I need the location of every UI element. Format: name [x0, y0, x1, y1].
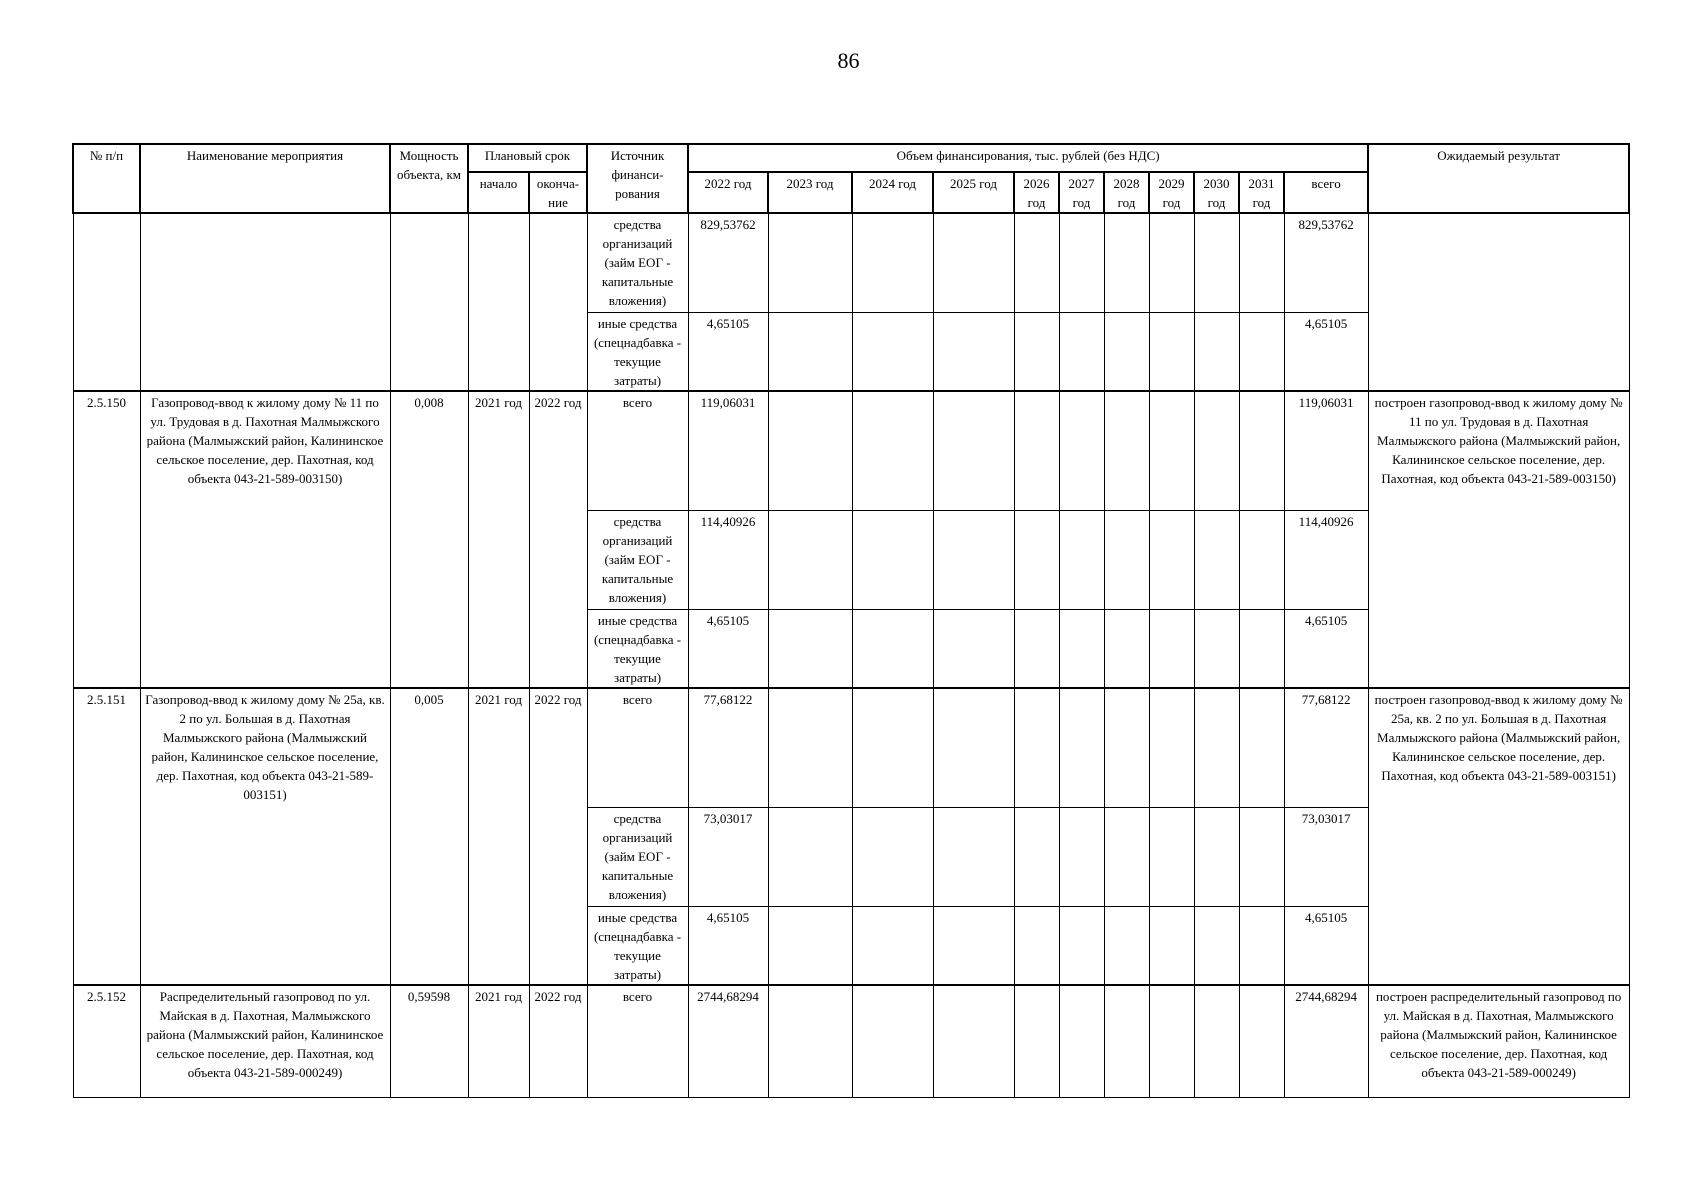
header-year: 2022 год — [688, 172, 768, 213]
header-year: 2027 год — [1059, 172, 1104, 213]
header-result: Ожидаемый результат — [1368, 144, 1629, 213]
cell-name: Газопровод-ввод к жилому дому № 25а, кв. 2 по ул. Большая в д. Пахотная Малмыжского района (Малмыжский район, Калининское сельское поселение, дер. Пахотная, код объекта 043-21-589-003151) — [140, 688, 390, 985]
header-planned-term: Плановый срок — [468, 144, 587, 172]
cell-2022: 114,40926 — [688, 510, 768, 609]
cell-2022: 119,06031 — [688, 391, 768, 510]
header-year: 2026 год — [1014, 172, 1059, 213]
cell-2022: 2744,68294 — [688, 985, 768, 1097]
cell-source: всего — [587, 688, 688, 807]
cell-result: построен газопровод-ввод к жилому дому № 11 по ул. Трудовая в д. Пахотная Малмыжского района (Малмыжский район, Калининское сельское поселение, дер. Пахотная, код объекта 043-21-589-003150) — [1368, 391, 1629, 688]
header-year: 2030 год — [1194, 172, 1239, 213]
cell-source: средства организаций (займ ЕОГ - капитальные вложения) — [587, 807, 688, 906]
table-row — [73, 688, 1629, 807]
cell-name: Газопровод-ввод к жилому дому № 11 по ул. Трудовая в д. Пахотная Малмыжского района (Малмыжский район, Калининское сельское поселение, дер. Пахотная, код объекта 043-21-589-003150) — [140, 391, 390, 688]
header-year: 2023 год — [768, 172, 852, 213]
cell-total: 77,68122 — [1284, 688, 1368, 807]
cell-num: 2.5.150 — [73, 391, 140, 688]
header-financing: Объем финансирования, тыс. рублей (без НДС) — [688, 144, 1368, 172]
cell-total: 829,53762 — [1284, 213, 1368, 312]
cell-capacity: 0,59598 — [390, 985, 468, 1097]
financing-table — [72, 143, 1630, 1098]
header-year: 2029 год — [1149, 172, 1194, 213]
cell-total: 4,65105 — [1284, 906, 1368, 985]
cell-source: всего — [587, 985, 688, 1097]
cell-start: 2021 год — [468, 985, 529, 1097]
cell-source: средства организаций (займ ЕОГ - капитальные вложения) — [587, 213, 688, 312]
table-row — [73, 213, 1629, 312]
header-start: начало — [468, 172, 529, 213]
cell-start: 2021 год — [468, 391, 529, 688]
header-total: всего — [1284, 172, 1368, 213]
cell-result — [1368, 213, 1629, 391]
cell-capacity: 0,005 — [390, 688, 468, 985]
cell-start — [468, 213, 529, 391]
cell-2022: 4,65105 — [688, 906, 768, 985]
cell-end: 2022 год — [529, 688, 587, 985]
cell-total: 2744,68294 — [1284, 985, 1368, 1097]
table-row — [73, 985, 1629, 1097]
cell-result: построен распределительный газопровод по ул. Майская в д. Пахотная, Малмыжского района (Малмыжский район, Калининское сельское поселение, дер. Пахотная, код объекта 043-21-589-000249) — [1368, 985, 1629, 1097]
cell-2022: 829,53762 — [688, 213, 768, 312]
header-year: 2025 год — [933, 172, 1014, 213]
cell-2022: 73,03017 — [688, 807, 768, 906]
header-year: 2024 год — [852, 172, 933, 213]
header-num: № п/п — [73, 144, 140, 213]
cell-name: Распределительный газопровод по ул. Майская в д. Пахотная, Малмыжского района (Малмыжский район, Калининское сельское поселение, дер. Пахотная, код объекта 043-21-589-000249) — [140, 985, 390, 1097]
cell-result: построен газопровод-ввод к жилому дому № 25а, кв. 2 по ул. Большая в д. Пахотная Малмыжского района (Малмыжский район, Калининское сельское поселение, дер. Пахотная, код объекта 043-21-589-003151) — [1368, 688, 1629, 985]
header-source: Источник финанси-рования — [587, 144, 688, 213]
cell-total: 73,03017 — [1284, 807, 1368, 906]
cell-source: средства организаций (займ ЕОГ - капитальные вложения) — [587, 510, 688, 609]
cell-source: иные средства (спецнадбавка - текущие затраты) — [587, 609, 688, 688]
cell-capacity: 0,008 — [390, 391, 468, 688]
header-year: 2028 год — [1104, 172, 1149, 213]
header-name: Наименование мероприятия — [140, 144, 390, 213]
page-number: 86 — [837, 48, 860, 73]
cell-total: 4,65105 — [1284, 312, 1368, 391]
header-capacity: Мощность объекта, км — [390, 144, 468, 213]
cell-num: 2.5.151 — [73, 688, 140, 985]
cell-num: 2.5.152 — [73, 985, 140, 1097]
header-end: оконча-ние — [529, 172, 587, 213]
cell-source: иные средства (спецнадбавка - текущие затраты) — [587, 906, 688, 985]
cell-capacity — [390, 213, 468, 391]
cell-source: иные средства (спецнадбавка - текущие затраты) — [587, 312, 688, 391]
cell-source: всего — [587, 391, 688, 510]
cell-name — [140, 213, 390, 391]
cell-2022: 4,65105 — [688, 609, 768, 688]
cell-end: 2022 год — [529, 391, 587, 688]
cell-total: 4,65105 — [1284, 609, 1368, 688]
table-row — [73, 391, 1629, 510]
cell-2022: 4,65105 — [688, 312, 768, 391]
header-year: 2031 год — [1239, 172, 1284, 213]
cell-num — [73, 213, 140, 391]
cell-2022: 77,68122 — [688, 688, 768, 807]
cell-total: 119,06031 — [1284, 391, 1368, 510]
cell-end — [529, 213, 587, 391]
cell-end: 2022 год — [529, 985, 587, 1097]
cell-start: 2021 год — [468, 688, 529, 985]
cell-total: 114,40926 — [1284, 510, 1368, 609]
